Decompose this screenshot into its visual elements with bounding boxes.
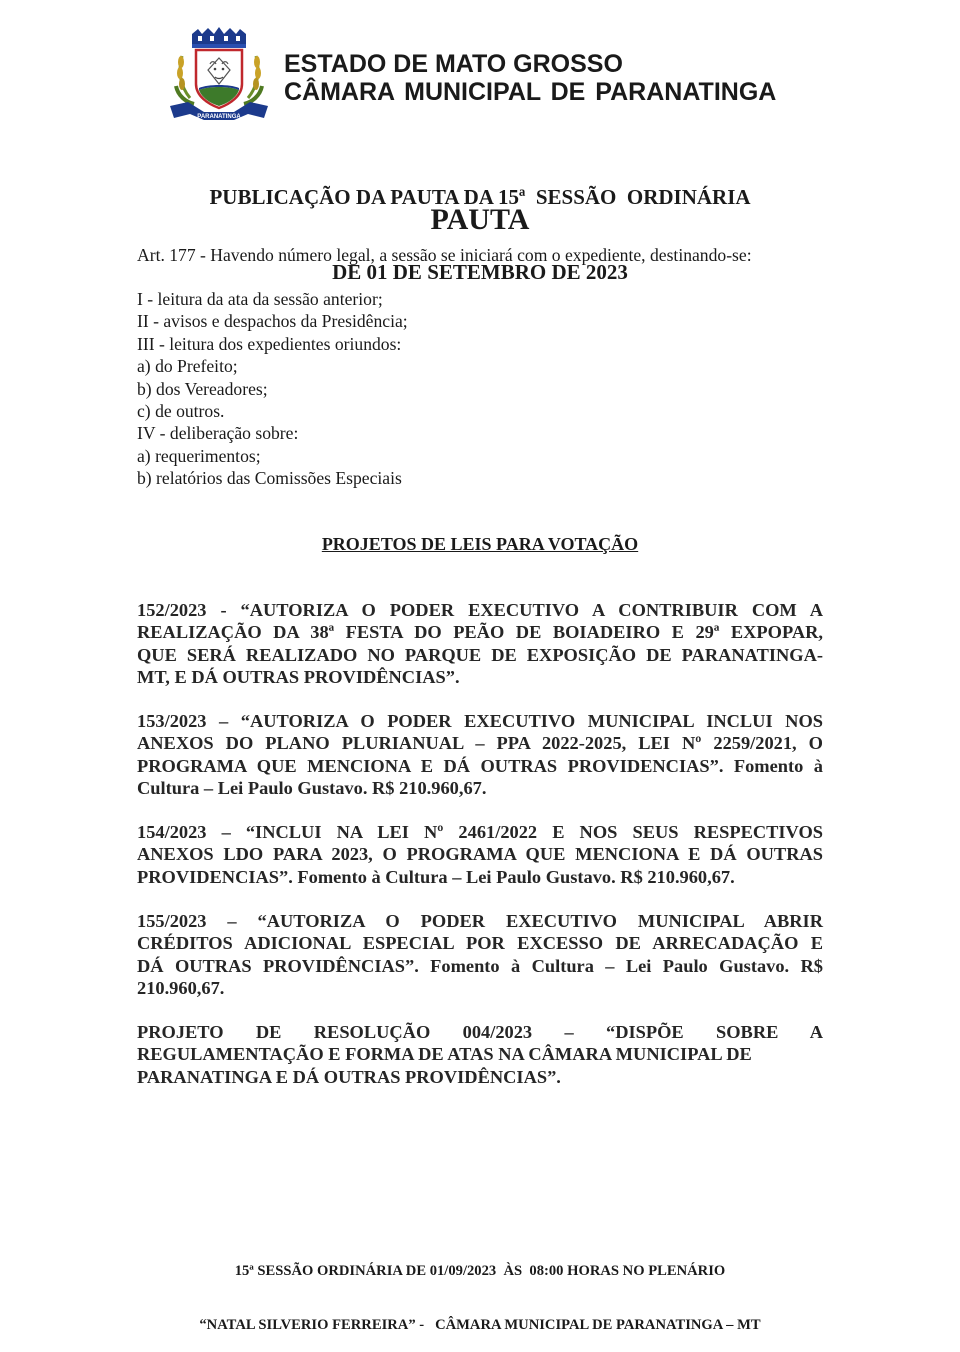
project-line: MT, E DÁ OUTRAS PROVIDÊNCIAS”. bbox=[137, 667, 460, 688]
project-line: PROVIDENCIAS”. Fomento à Cultura – Lei Paulo Gustavo. R$ 210.960,67. bbox=[137, 866, 735, 887]
agenda-item: c) de outros. bbox=[137, 400, 225, 421]
organization-name bbox=[284, 50, 776, 106]
agenda-item: I - leitura da ata da sessão anterior; bbox=[137, 289, 383, 309]
publication-title-line-1: PUBLICAÇÃO DA PAUTA DA 15ª SESSÃO ORDINÁRIA bbox=[209, 185, 751, 209]
project-line: REALIZAÇÃO DA 38ª FESTA DO PEÃO DE BOIADEIRO E 29ª EXPOPAR, bbox=[137, 622, 823, 643]
project-154-2023 bbox=[137, 821, 823, 888]
agenda-item: II - avisos e despachos da Presidência; bbox=[137, 311, 408, 332]
footer-line-2: “NATAL SILVERIO FERREIRA” - CÂMARA MUNICIPAL DE PARANATINGA – MT bbox=[199, 1317, 761, 1333]
footer-line-1: 15ª SESSÃO ORDINÁRIA DE 01/09/2023 ÀS 08:00 HORAS NO PLENÁRIO bbox=[234, 1263, 726, 1279]
article-intro: Art. 177 - Havendo número legal, a sessão se iniciará com o expediente, destinando-se: bbox=[137, 245, 752, 265]
project-line: ANEXOS DO PLANO PLURIANUAL – PPA 2022-2025, LEI Nº 2259/2021, O bbox=[137, 733, 823, 754]
agenda-item: IV - deliberação sobre: bbox=[137, 423, 299, 444]
project-line: 154/2023 – “INCLUI NA LEI Nº 2461/2022 E NOS SEUS RESPECTIVOS bbox=[137, 822, 823, 842]
document-header bbox=[168, 26, 808, 126]
project-line: DÁ OUTRAS PROVIDÊNCIAS”. Fomento à Cultura – Lei Paulo Gustavo. R$ bbox=[137, 955, 823, 976]
project-line: ANEXOS LDO PARA 2023, O PROGRAMA QUE MENCIONA E DÁ OUTRAS bbox=[137, 844, 823, 865]
project-line: 210.960,67. bbox=[137, 978, 225, 999]
municipal-crest-logo bbox=[168, 26, 270, 122]
agenda-item: b) dos Vereadores; bbox=[137, 378, 268, 399]
project-line: 155/2023 – “AUTORIZA O PODER EXECUTIVO MUNICIPAL ABRIR bbox=[137, 911, 823, 931]
project-line: QUE SERÁ REALIZADO NO PARQUE DE EXPOSIÇÃO DE PARANATINGA- bbox=[137, 644, 823, 665]
project-line: CRÉDITOS ADICIONAL ESPECIAL POR EXCESSO DE ARRECADAÇÃO E bbox=[137, 933, 823, 954]
wheat-left-icon bbox=[176, 56, 194, 104]
pauta-heading: PAUTA bbox=[430, 203, 530, 236]
wheat-right-icon bbox=[244, 56, 262, 104]
document-footer bbox=[137, 1226, 823, 1352]
project-line: 152/2023 - “AUTORIZA O PODER EXECUTIVO A CONTRIBUIR COM A bbox=[137, 600, 823, 620]
crest-ribbon-text: PARANATINGA bbox=[197, 114, 241, 120]
project-line: PROJETO DE RESOLUÇÃO 004/2023 – “DISPÕE SOBRE A bbox=[137, 1022, 823, 1042]
project-line: PARANATINGA E DÁ OUTRAS PROVIDÊNCIAS”. bbox=[137, 1066, 561, 1087]
projects-heading: PROJETOS DE LEIS PARA VOTAÇÃO bbox=[321, 534, 639, 554]
state-name: ESTADO DE MATO GROSSO bbox=[284, 50, 623, 78]
agenda-item: III - leitura dos expedientes oriundos: bbox=[137, 333, 402, 354]
agenda-list bbox=[137, 288, 408, 490]
project-line: PROGRAMA QUE MENCIONA E DÁ OUTRAS PROVIDENCIAS”. Fomento à bbox=[137, 755, 823, 776]
project-line: 153/2023 – “AUTORIZA O PODER EXECUTIVO MUNICIPAL INCLUI NOS bbox=[137, 711, 823, 731]
project-155-2023 bbox=[137, 910, 823, 1000]
publication-title-line-2: DE 01 DE SETEMBRO DE 2023 bbox=[332, 260, 628, 284]
shield-icon bbox=[196, 50, 242, 108]
chamber-name: CÂMARA MUNICIPAL DE PARANATINGA bbox=[284, 78, 777, 106]
crown-icon bbox=[192, 27, 246, 48]
project-line: Cultura – Lei Paulo Gustavo. R$ 210.960,67. bbox=[137, 778, 487, 799]
project-153-2023 bbox=[137, 710, 823, 800]
agenda-item: a) requerimentos; bbox=[137, 445, 261, 466]
project-line: REGULAMENTAÇÃO E FORMA DE ATAS NA CÂMARA MUNICIPAL DE bbox=[137, 1044, 752, 1065]
project-resolution-004-2023 bbox=[137, 1021, 823, 1088]
agenda-item: a) do Prefeito; bbox=[137, 356, 238, 377]
agenda-item: b) relatórios das Comissões Especiais bbox=[137, 468, 402, 489]
project-152-2023 bbox=[137, 599, 823, 689]
